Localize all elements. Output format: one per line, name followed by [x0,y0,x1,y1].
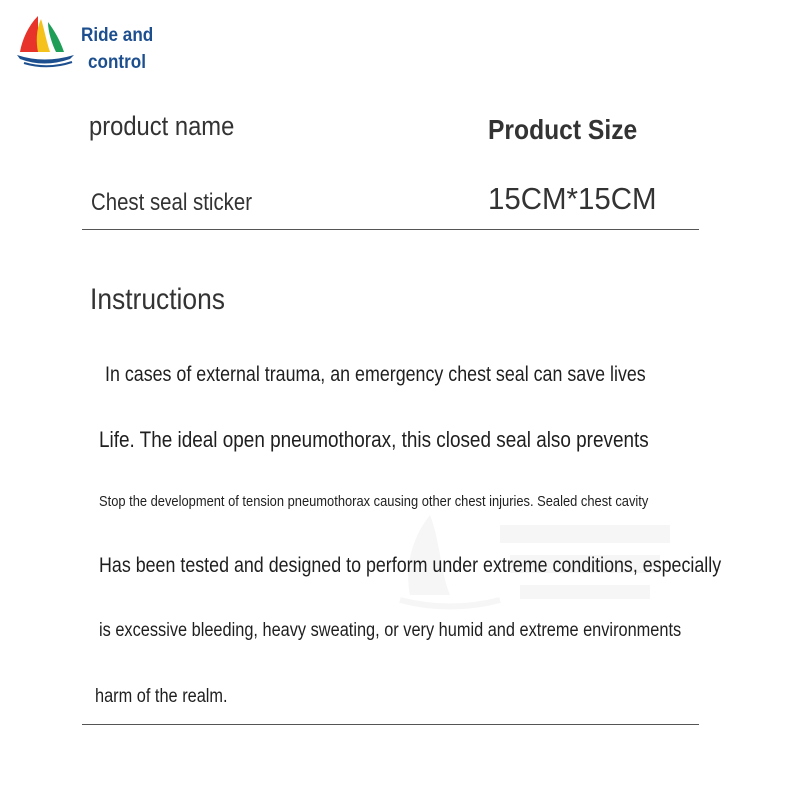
instruction-line: Stop the development of tension pneumothorax causing other chest injuries. Sealed chest cavity [99,493,649,510]
product-name-value: Chest seal sticker [91,189,252,216]
product-name-header: product name [89,111,235,141]
brand-name-line-1: Ride and [81,25,154,46]
brand-logo [14,12,184,74]
table-divider [82,229,699,230]
product-size-header: Product Size [488,114,638,145]
instruction-line: is excessive bleeding, heavy sweating, or very humid and extreme environments [99,620,682,641]
sailboat-logo-icon [14,12,84,72]
instruction-line: In cases of external trauma, an emergency chest seal can save lives [105,363,646,386]
instructions-title: Instructions [90,283,225,316]
instructions-divider [82,724,699,725]
instruction-line: Life. The ideal open pneumothorax, this closed seal also prevents [99,427,649,452]
brand-name-line-2: control [88,52,146,73]
instruction-line: Has been tested and designed to perform under extreme conditions, especially [99,554,722,577]
instruction-line: harm of the realm. [95,686,228,707]
product-size-value: 15CM*15CM [488,181,657,216]
